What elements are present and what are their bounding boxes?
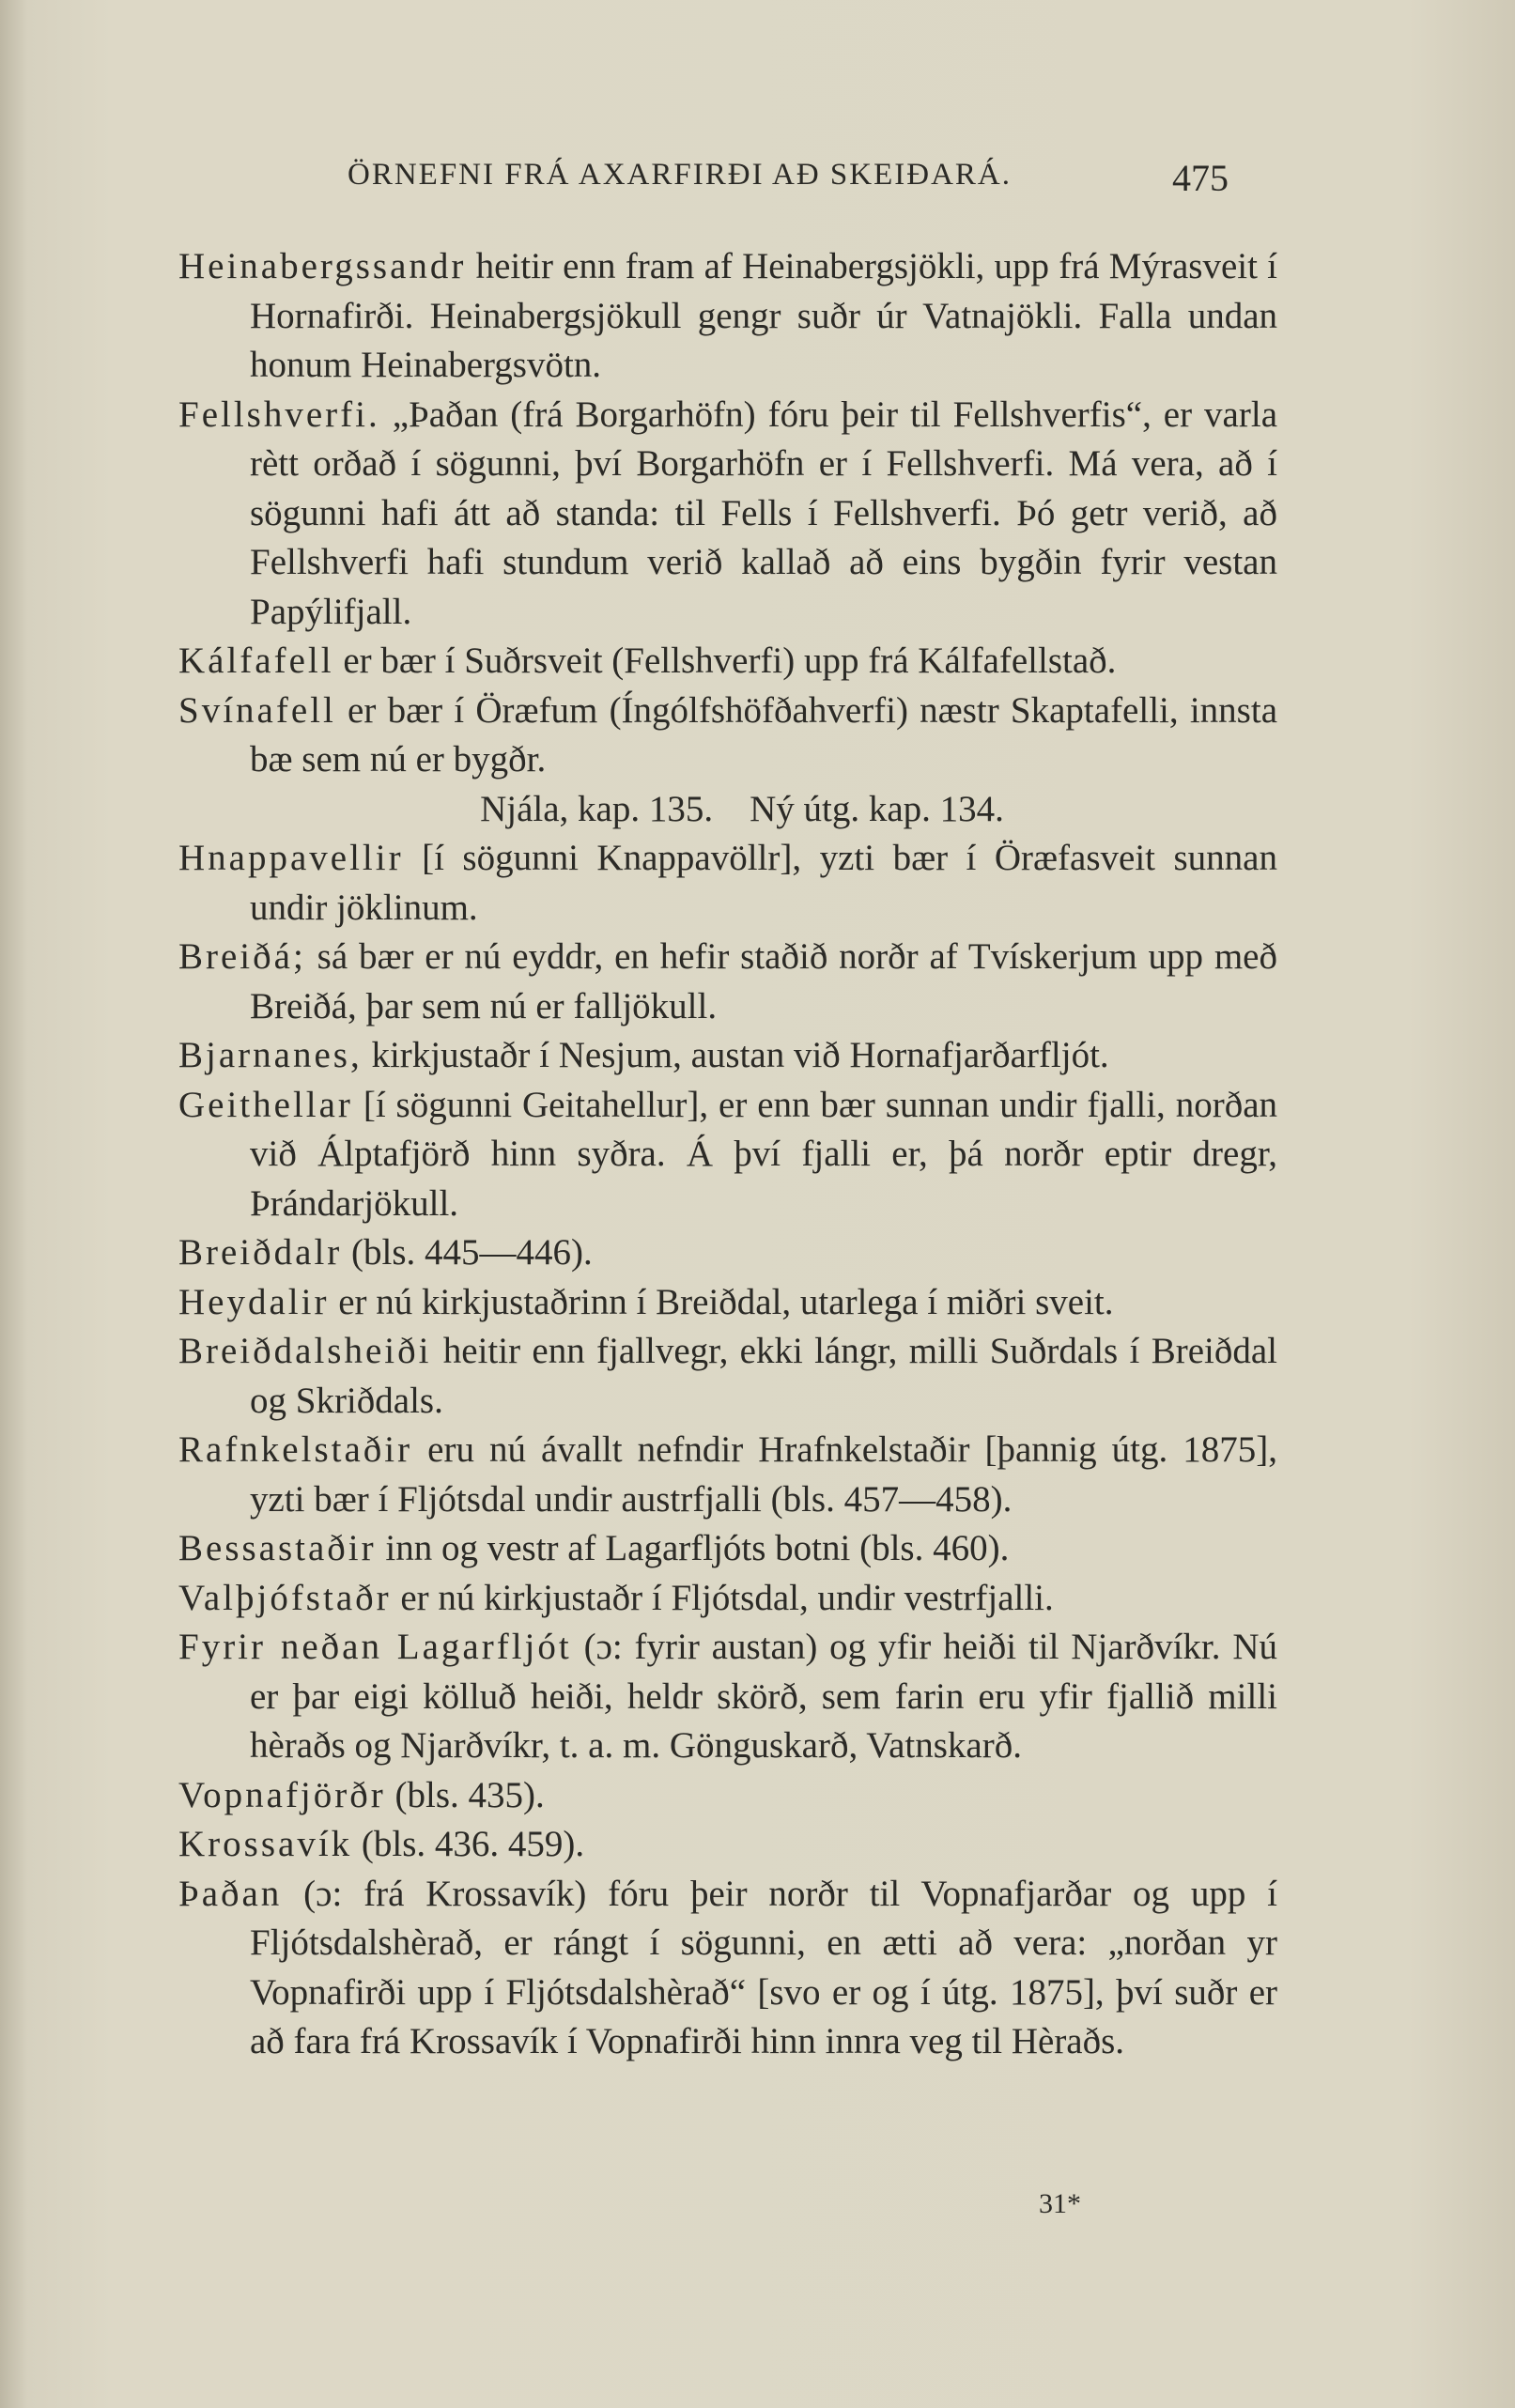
headword: Fellshverfi. xyxy=(178,394,380,435)
headword: Krossavík xyxy=(178,1824,353,1864)
entry xyxy=(178,1081,1277,1229)
headword: Fyrir neðan Lagarfljót xyxy=(178,1627,572,1667)
entry xyxy=(178,1228,1277,1278)
entry xyxy=(178,1820,1277,1870)
entry-text: heitir enn fjallvegr, ekki lángr, milli Suðrdals í Breiðdal og Skriðdals. xyxy=(250,1331,1277,1421)
entry-text: er bær í Öræfum (Íngólfshöfðahverfi) næstr Skaptafelli, innsta bæ sem nú er bygðr. xyxy=(250,689,1278,780)
headword: Svínafell xyxy=(178,689,336,731)
entry xyxy=(178,637,1277,687)
headword: Bessastaðir xyxy=(178,1528,377,1568)
entry xyxy=(178,1031,1277,1081)
page-number: 475 xyxy=(1172,157,1229,199)
headword: Þaðan xyxy=(178,1873,283,1914)
entry xyxy=(178,1327,1277,1426)
entry-text: (bls. 435). xyxy=(394,1774,545,1815)
entry xyxy=(178,391,1277,638)
entry xyxy=(178,1771,1277,1821)
entry xyxy=(178,834,1277,933)
headword: Kálfafell xyxy=(178,641,334,681)
running-head: ÖRNEFNI FRÁ AXARFIRÐI AÐ SKEIÐARÁ. xyxy=(348,158,1012,192)
entry-text: (ɔ: fyrir austan) og yfir heiði til Njarðvíkr. Nú er þar eigi kölluð heiði, heldr skörð, sem farin eru yfir fjallið milli hèraðs og Njarðvíkr, t. a. m. Gönguskarð, Vatnskarð. xyxy=(250,1627,1278,1766)
entry-text: heitir enn fram af Heinabergsjökli, upp frá Mýrasveit í Hornafirði. Heinabergsjökull gengr suðr úr Vatnajökli. Falla undan honum Heinabergsvötn. xyxy=(250,246,1278,385)
headword: Geithellar xyxy=(178,1084,353,1125)
headword: Breiðá; xyxy=(178,936,306,977)
entry-text: [í sögunni Geitahellur], er enn bær sunnan undir fjalli, norðan við Álptafjörð hinn syðra. Á því fjalli er, þá norðr eptir dregr, Þrándarjökull. xyxy=(250,1084,1278,1224)
headword: Breiðdalr xyxy=(178,1232,343,1273)
entry-text: (ɔ: frá Krossavík) fóru þeir norðr til Vopnafjarðar og upp í Fljótsdalshèrað, er rángt í sögunni, en ætti að vera: „norðan yr Vopnafirði upp í Fljótsdalshèrað“ [svo er og í útg. 1875], því suðr er að fara frá Krossavík í Vopnafirði hinn innra veg til Hèraðs. xyxy=(250,1873,1278,2061)
entry xyxy=(178,242,1277,391)
entry-text: inn og vestr af Lagarfljóts botni (bls. 460). xyxy=(385,1528,1010,1568)
headword: Rafnkelstaðir xyxy=(178,1429,413,1470)
signature-mark: 31* xyxy=(1039,2188,1081,2219)
headword: Breiðdalsheiði xyxy=(178,1331,432,1371)
entry-text: „Þaðan (frá Borgarhöfn) fóru þeir til Fellshverfis“, er varla rètt orðað í sögunni, því Borgarhöfn er í Fellshverfi. Má vera, að í sögunni hafi átt að standa: til Fells í Fellshverfi. Þó getr verið, að Fellshverfi hafi stundum verið kallað að eins bygðin fyrir vestan Papýlifjall. xyxy=(250,394,1277,632)
entry-text: eru nú ávallt nefndir Hrafnkelstaðir [þannig útg. 1875], yzti bær í Fljótsdal undir austrfjalli (bls. 457—458). xyxy=(250,1429,1278,1520)
headword: Vopnafjörðr xyxy=(178,1774,386,1815)
headword: Valþjófstaðr xyxy=(178,1577,392,1618)
entry xyxy=(178,1623,1277,1771)
entry xyxy=(178,1278,1277,1328)
headword: Heydalir xyxy=(178,1281,330,1322)
entry-text: kirkjustaðr í Nesjum, austan við Hornafjarðarfljót. xyxy=(371,1035,1109,1075)
entry-text: (bls. 436. 459). xyxy=(361,1824,585,1864)
entry xyxy=(178,687,1277,785)
entry-text: er nú kirkjustaðr í Fljótsdal, undir vestrfjalli. xyxy=(400,1577,1054,1618)
entry-text: (bls. 445—446). xyxy=(351,1232,593,1273)
entry xyxy=(178,1574,1277,1624)
entry-text: er bær í Suðrsveit (Fellshverfi) upp frá Kálfafellstað. xyxy=(343,641,1117,681)
entry-text: sá bær er nú eyddr, en hefir staðið norðr af Tvískerjum upp með Breiðá, þar sem nú er falljökull. xyxy=(250,936,1277,1026)
entry xyxy=(178,1426,1277,1524)
entry-text: er nú kirkjustaðrinn í Breiðdal, utarlega í miðri sveit. xyxy=(338,1281,1114,1322)
headword: Heinabergssandr xyxy=(178,246,467,286)
headword: Hnappavellir xyxy=(178,838,404,878)
entry xyxy=(178,1870,1277,2067)
citation: Njála, kap. 135. Ný útg. kap. 134. xyxy=(480,788,1004,829)
entry xyxy=(178,933,1277,1031)
entry xyxy=(178,1524,1277,1574)
headword: Bjarnanes, xyxy=(178,1035,363,1075)
body-text xyxy=(178,242,1277,2067)
entry-text: [í sögunni Knappavöllr], yzti bær í Öræfasveit sunnan undir jöklinum. xyxy=(250,838,1277,928)
